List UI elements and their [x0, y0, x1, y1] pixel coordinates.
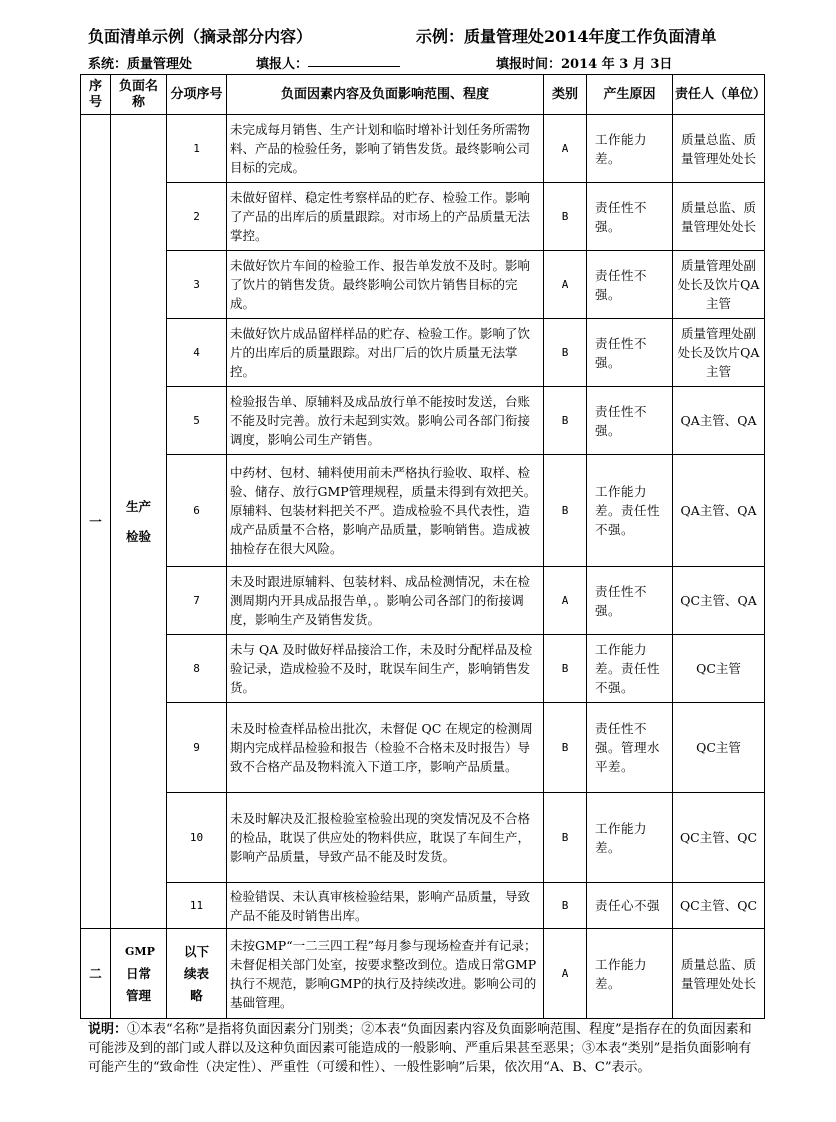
row-content: 未做好留样、稳定性考察样品的贮存、检验工作。影响了产品的出库后的质量跟踪。对市场上的产品质量无法掌控。 [227, 183, 544, 251]
row-category: A [544, 115, 587, 183]
footnote-text: ①本表“名称”是指将负面因素分门别类；②本表“负面因素内容及负面影响范围、程度”是指存在的负面因素和可能涉及到的部门或人群以及这种负面因素可能造成的一般影响、严重后果甚至恶果；③本表“类别”是指负面影响有可能产生的“致命性（决定性）、严重性（可缓和性）、一般性影响”后果，依次用“A、B、C”表示。 [88, 1022, 752, 1075]
header-resp: 责任人（单位） [673, 75, 765, 115]
row-content: 未及时跟进原辅料、包装材料、成品检测情况，未在检测周期内开具成品报告单，。影响公司各部门的衔接调度，影响生产及销售发货。 [227, 567, 544, 635]
row-resp: QA主管、QA [673, 455, 765, 567]
row-content: 未完成每月销售、生产计划和临时增补计划任务所需物料、产品的检验任务，影响了销售发货。最终影响公司目标的完成。 [227, 115, 544, 183]
row-cause: 工作能力差。责任性不强。 [587, 455, 673, 567]
table-row [81, 793, 765, 883]
group2-name-gmp: GMP [125, 944, 155, 958]
row-content: 未按GMP“一二三四工程”每月参与现场检查并有记录；未督促相关部门处室，按要求整改到位。造成日常GMP执行不规范，影响GMP的执行及持续改进。影响公司的基础管理。 [227, 929, 544, 1019]
footnote [88, 1020, 764, 1077]
table-row [81, 883, 765, 929]
row-content: 未与 QA 及时做好样品接洽工作，未及时分配样品及检验记录，造成检验不及时，耽误车间生产，影响销售发货。 [227, 635, 544, 703]
row-resp: QA主管、QA [673, 387, 765, 455]
table-row [81, 703, 765, 793]
table-row [81, 387, 765, 455]
row-resp: 质量管理处副处长及饮片QA主管 [673, 319, 765, 387]
header-category: 类别 [544, 75, 587, 115]
filler-field [256, 53, 308, 72]
row-category: B [544, 455, 587, 567]
row-no: 6 [167, 455, 227, 567]
row-no: 9 [167, 703, 227, 793]
row-cause: 责任心不强 [587, 883, 673, 929]
row-resp: 质量管理处副处长及饮片QA主管 [673, 251, 765, 319]
negative-list-table [80, 74, 765, 1019]
row-cause: 工作能力差。 [587, 793, 673, 883]
footnote-label: 说明： [88, 1022, 128, 1037]
row-resp: 质量总监、质量管理处处长 [673, 929, 765, 1019]
row-content: 未及时解决及汇报检验室检验出现的突发情况及不合格的检品，耽误了供应处的物料供应，耽误了车间生产，影响产品质量，导致产品不能及时发货。 [227, 793, 544, 883]
row-resp: 质量总监、质量管理处处长 [673, 183, 765, 251]
row-category: A [544, 929, 587, 1019]
row-content: 检验报告单、原辅料及成品放行单不能按时发送，台账不能及时完善。放行未起到实效。影响公司各部门衔接调度，影响公司生产销售。 [227, 387, 544, 455]
page-subtitle: 示例：质量管理处2014年度工作负面清单 [416, 27, 717, 46]
row-category: B [544, 793, 587, 883]
row-content: 未及时检查样品检出批次，未督促 QC 在规定的检测周期内完成样品检验和报告（检验不合格未及时报告）导致不合格产品及物料流入下道工序，影响产品质量。 [227, 703, 544, 793]
row-content: 中药材、包材、辅料使用前未严格执行验收、取样、检验、储存、放行GMP管理规程，质量未得到有效把关。原辅料、包装材料把关不严。造成检验不具代表性，造成产品质量不合格，影响产品质量，影响销售。造成被抽检存在很大风险。 [227, 455, 544, 567]
group1-seq: 一 [81, 115, 111, 929]
group2-name-daily: 日常管理 [125, 965, 151, 1003]
row-content: 检验错误、未认真审核检验结果，影响产品质量，导致产品不能及时销售出库。 [227, 883, 544, 929]
filler-label: 填报人： [256, 57, 309, 72]
row-no: 7 [167, 567, 227, 635]
row-cause: 责任性不强。 [587, 567, 673, 635]
system-label: 系统：质量管理处 [88, 57, 193, 72]
page-header [88, 24, 768, 47]
page-title: 负面清单示例（摘录部分内容） [88, 27, 313, 46]
table-row [81, 115, 765, 183]
row-no: 5 [167, 387, 227, 455]
header-cause: 产生原因 [587, 75, 673, 115]
header-name: 负面名称 [111, 75, 167, 115]
row-resp: QC主管、QA [673, 567, 765, 635]
filler-underline [308, 53, 400, 67]
row-no: 2 [167, 183, 227, 251]
table-row [81, 455, 765, 567]
row-resp: 质量总监、质量管理处处长 [673, 115, 765, 183]
row-no: 8 [167, 635, 227, 703]
row-resp: QC主管 [673, 635, 765, 703]
row-no: 1 [167, 115, 227, 183]
row-cause: 责任性不强。 [587, 387, 673, 455]
row-category: A [544, 567, 587, 635]
row-category: B [544, 387, 587, 455]
row-category: B [544, 635, 587, 703]
row-content: 未做好饮片车间的检验工作、报告单发放不及时。影响了饮片的销售发货。最终影响公司饮片销售目标的完成。 [227, 251, 544, 319]
table-row [81, 319, 765, 387]
row-no: 4 [167, 319, 227, 387]
group2-sub: 以下续表略 [167, 929, 227, 1019]
report-date: 填报时间：2014 年 3 月 3日 [496, 57, 673, 72]
row-cause: 工作能力差。责任性不强。 [587, 635, 673, 703]
row-resp: QC主管、QC [673, 793, 765, 883]
table-row [81, 929, 765, 1019]
row-cause: 工作能力差。 [587, 929, 673, 1019]
row-category: B [544, 183, 587, 251]
group1-name: 生产检验 [111, 115, 167, 929]
table-row [81, 251, 765, 319]
row-resp: QC主管、QC [673, 883, 765, 929]
row-category: B [544, 883, 587, 929]
row-resp: QC主管 [673, 703, 765, 793]
table-row [81, 567, 765, 635]
header-content: 负面因素内容及负面影响范围、程度 [227, 75, 544, 115]
header-sub: 分项序号 [167, 75, 227, 115]
row-cause: 工作能力差。 [587, 115, 673, 183]
row-cause: 责任性不强。 [587, 251, 673, 319]
row-cause: 责任性不强。管理水平差。 [587, 703, 673, 793]
row-category: B [544, 703, 587, 793]
row-category: A [544, 251, 587, 319]
group2-seq: 二 [81, 929, 111, 1019]
row-content: 未做好饮片成品留样样品的贮存、检验工作。影响了饮片的出库后的质量跟踪。对出厂后的饮片质量无法掌控。 [227, 319, 544, 387]
row-category: B [544, 319, 587, 387]
table-row [81, 635, 765, 703]
table-header-row [81, 75, 765, 115]
table-row [81, 183, 765, 251]
header-seq: 序号 [81, 75, 111, 115]
row-no: 3 [167, 251, 227, 319]
row-no: 10 [167, 793, 227, 883]
group2-name [111, 929, 167, 1019]
row-cause: 责任性不强。 [587, 319, 673, 387]
row-no: 11 [167, 883, 227, 929]
row-cause: 责任性不强。 [587, 183, 673, 251]
